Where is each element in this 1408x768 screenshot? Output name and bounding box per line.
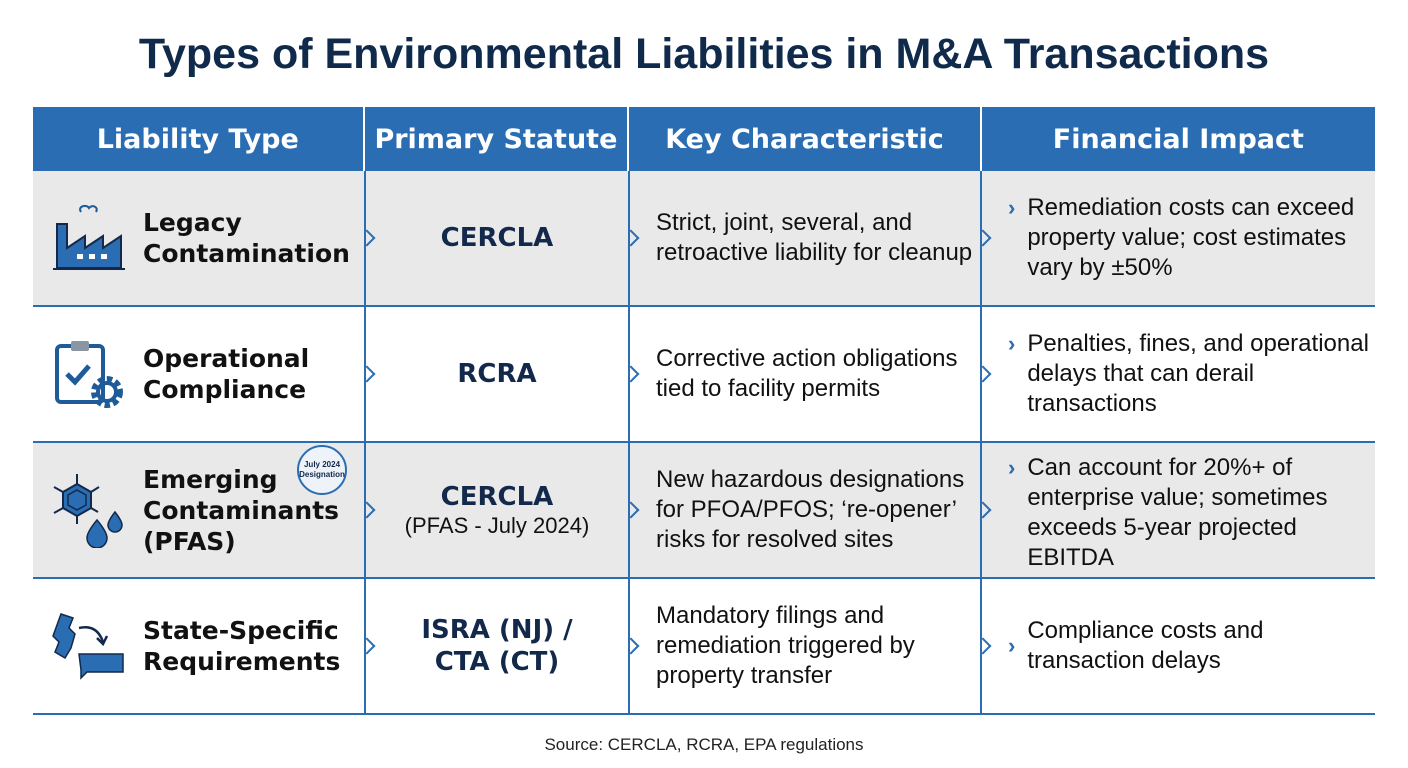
liability-type-label: Contaminants bbox=[143, 495, 340, 525]
impact-cell bbox=[980, 443, 1375, 577]
statute-cell bbox=[364, 171, 628, 305]
characteristic-cell: Corrective action obligations tied to facility permits bbox=[628, 307, 980, 441]
liability-type-cell bbox=[33, 307, 364, 441]
impact-text: Remediation costs can exceed property value; cost estimates vary by ±50% bbox=[1027, 194, 1355, 281]
table-row bbox=[33, 579, 1375, 715]
characteristic-cell: New hazardous designations for PFOA/PFOS; ‘re-opener’ risks for resolved sites bbox=[628, 443, 980, 577]
state-map-transfer-icon bbox=[51, 608, 127, 684]
table-header bbox=[33, 107, 1375, 171]
impact-cell bbox=[980, 171, 1375, 305]
liability-type-cell bbox=[33, 443, 364, 577]
liability-type-label: (PFAS) bbox=[143, 526, 236, 556]
statute: ISRA (NJ) / bbox=[421, 615, 573, 645]
header-key-characteristic: Key Characteristic bbox=[629, 107, 981, 171]
statute: CTA (CT) bbox=[434, 647, 560, 677]
header-primary-statute: Primary Statute bbox=[365, 107, 630, 171]
impact-text: Can account for 20%+ of enterprise value; sometimes exceeds 5-year projected EBITDA bbox=[1027, 454, 1328, 571]
impact-cell bbox=[980, 579, 1375, 713]
source-note: Source: CERCLA, RCRA, EPA regulations bbox=[544, 735, 864, 754]
header-liability-type: Liability Type bbox=[33, 107, 365, 171]
liability-type-label: Operational bbox=[143, 344, 310, 373]
factory-icon bbox=[51, 200, 127, 276]
liability-type-cell bbox=[33, 171, 364, 305]
impact-cell bbox=[980, 307, 1375, 441]
molecule-droplets-icon bbox=[51, 472, 127, 548]
statute: CERCLA bbox=[440, 223, 554, 253]
clipboard-gear-icon bbox=[51, 336, 127, 412]
table-row bbox=[33, 171, 1375, 307]
table-row bbox=[33, 307, 1375, 443]
statute: RCRA bbox=[457, 359, 537, 389]
chevron-bullet-icon: › bbox=[1008, 195, 1016, 220]
page-title: Types of Environmental Liabilities in M&A Transactions bbox=[138, 30, 1270, 78]
liabilities-table bbox=[33, 107, 1375, 715]
chevron-bullet-icon: › bbox=[1008, 455, 1016, 480]
liability-type-label: Contamination bbox=[143, 239, 350, 268]
liability-type-label: Emerging bbox=[143, 464, 278, 494]
table-row bbox=[33, 443, 1375, 579]
designation-badge: July 2024 Designation bbox=[297, 445, 347, 495]
liability-type-label: Requirements bbox=[143, 647, 341, 676]
impact-text: Compliance costs and transaction delays bbox=[1027, 617, 1264, 674]
liability-type-label: Legacy bbox=[143, 208, 242, 237]
characteristic-cell: Strict, joint, several, and retroactive liability for cleanup bbox=[628, 171, 980, 305]
statute-subtitle: (PFAS - July 2024) bbox=[404, 513, 590, 538]
characteristic-cell: Mandatory filings and remediation triggered by property transfer bbox=[628, 579, 980, 713]
statute: CERCLA bbox=[440, 482, 554, 512]
statute-cell bbox=[364, 307, 628, 441]
chevron-bullet-icon: › bbox=[1008, 331, 1016, 356]
statute-cell bbox=[364, 443, 628, 577]
liability-type-label: Compliance bbox=[143, 375, 307, 404]
statute-cell bbox=[364, 579, 628, 713]
chevron-bullet-icon: › bbox=[1008, 633, 1016, 658]
liability-type-cell bbox=[33, 579, 364, 713]
header-financial-impact: Financial Impact bbox=[1052, 123, 1304, 155]
liability-type-label: State-Specific bbox=[143, 616, 339, 645]
impact-text: Penalties, fines, and operational delays that can derail transactions bbox=[1027, 330, 1369, 417]
